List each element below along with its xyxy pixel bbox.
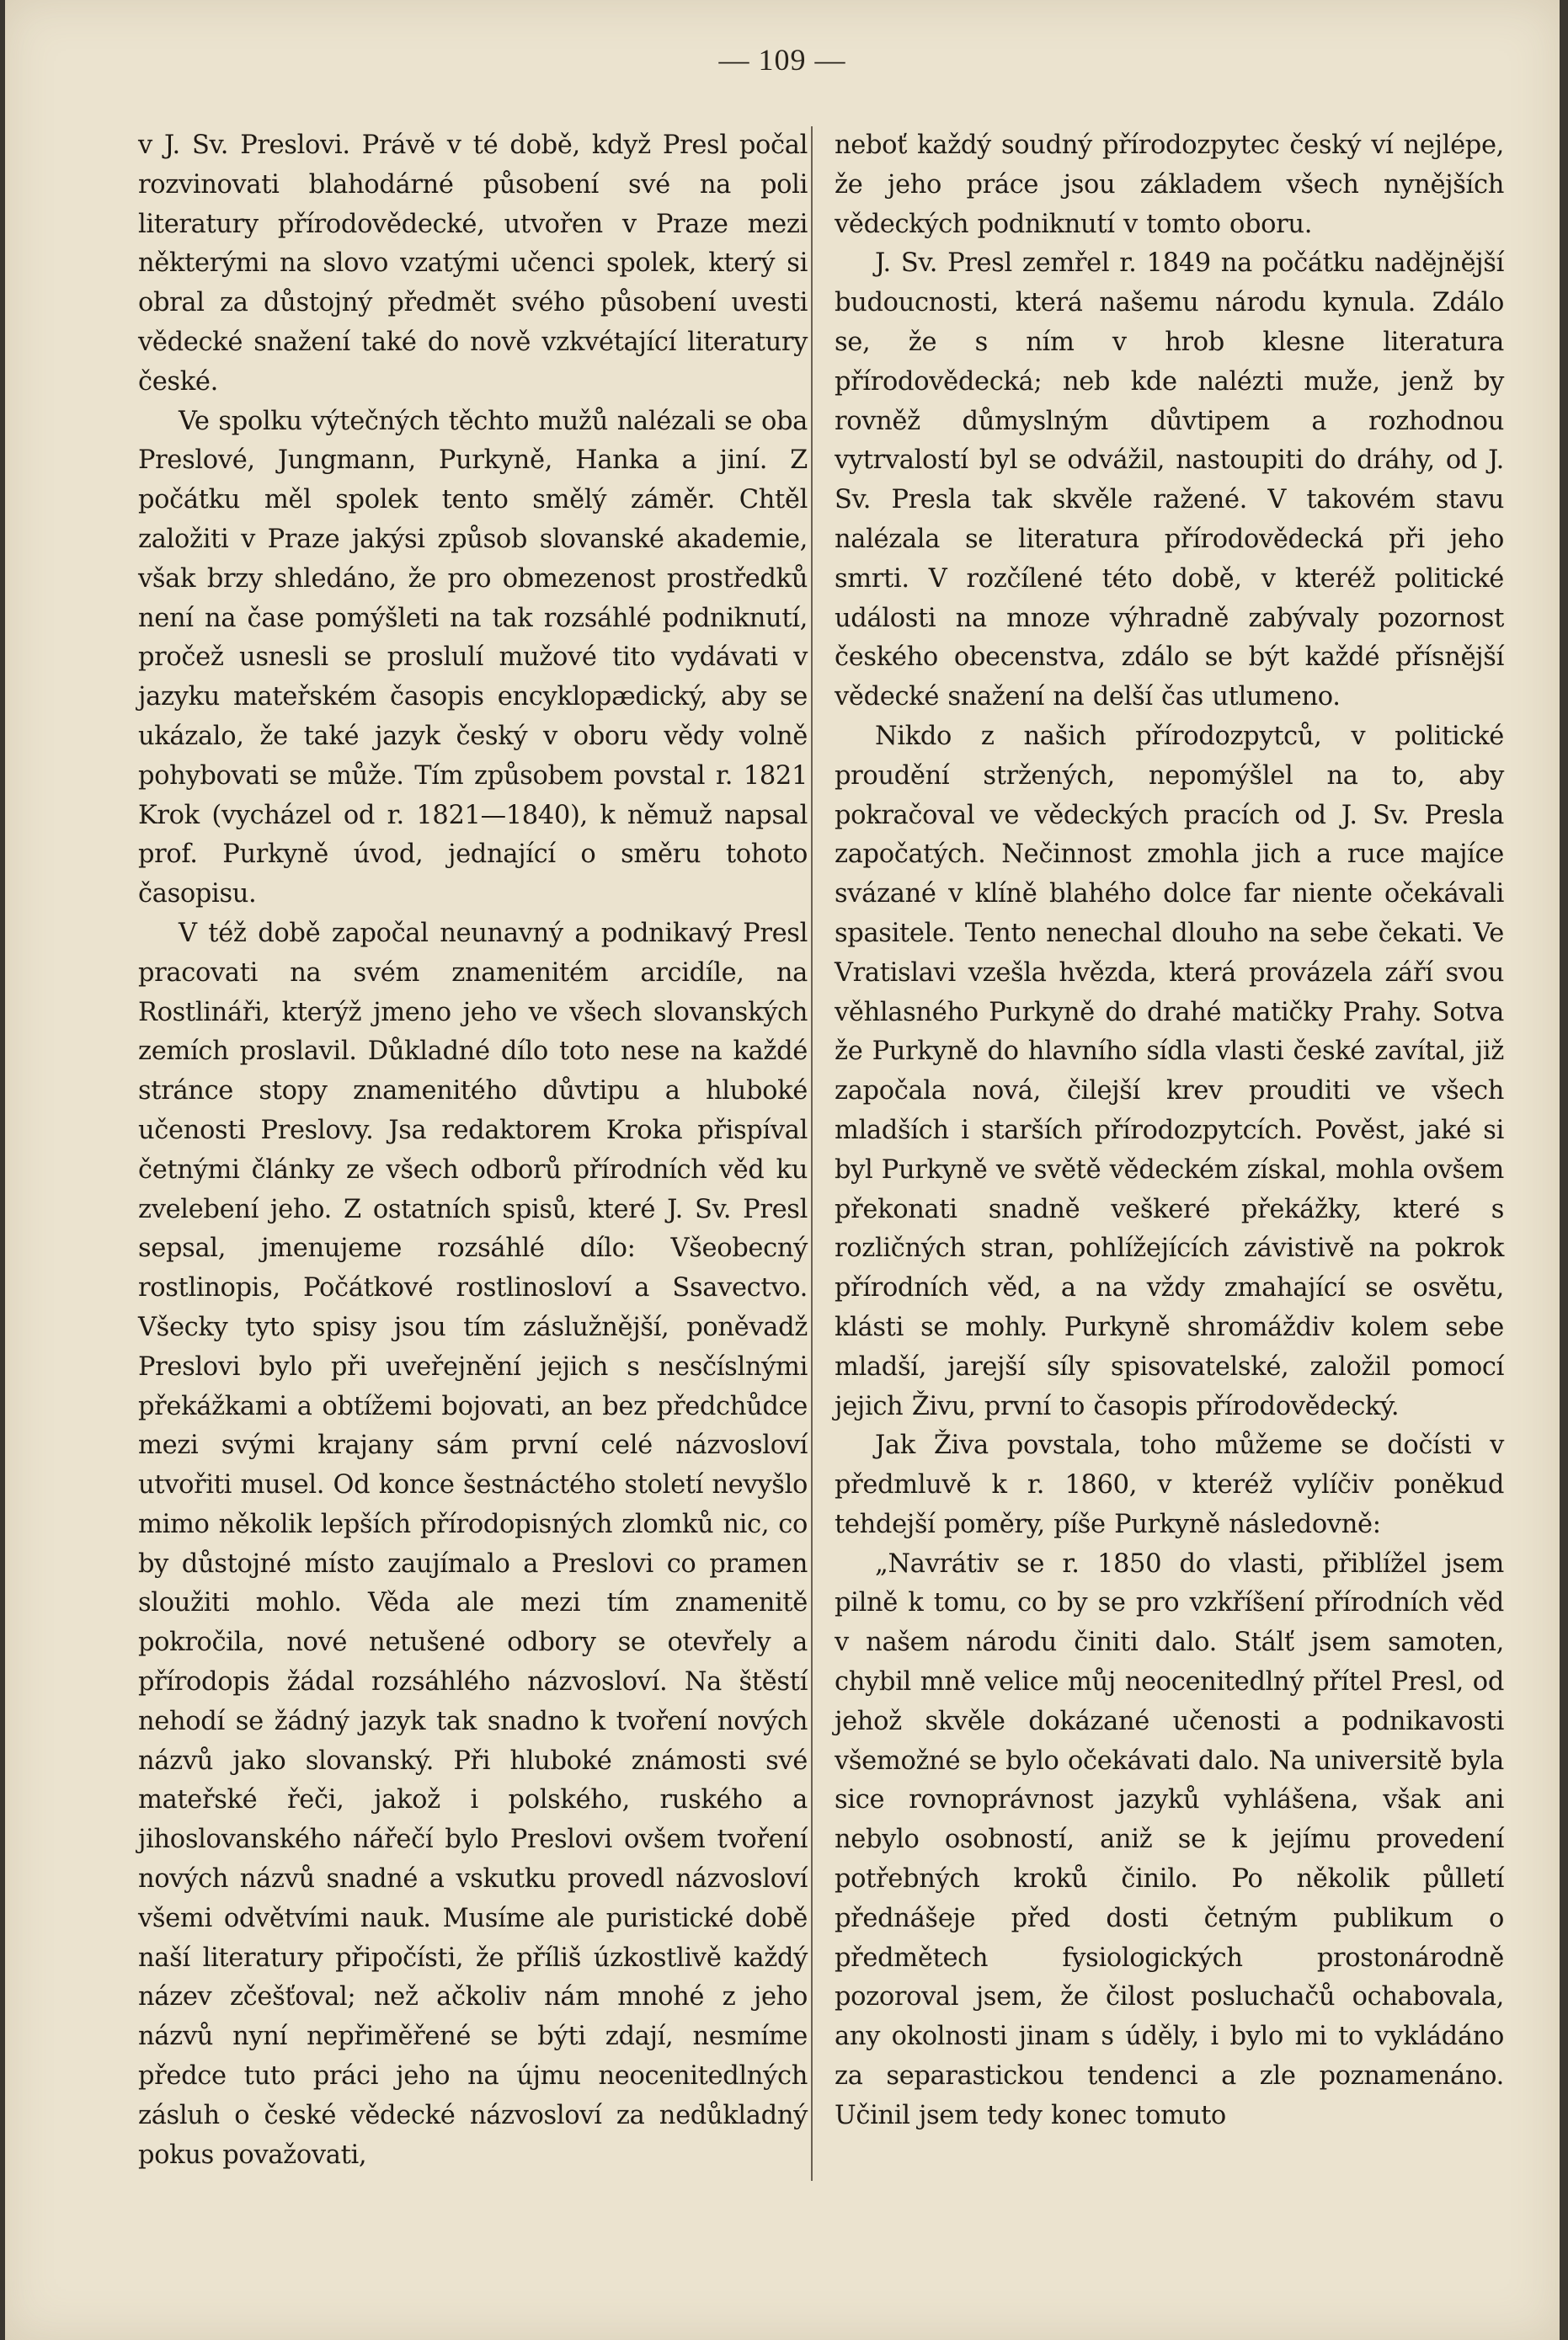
paragraph: „Navrátiv se r. 1850 do vlasti, přiblížel jsem pilně k tomu, co by se pro vzkříšení přírodních věd v našem národu činiti dalo. Stálť jsem samoten, chybil mně velice můj neocenitedlný přítel Presl, od jehož skvěle dokázané učenosti a podnikavosti všemožné se bylo očekávati dalo. Na universitě byla sice rovnoprávnost jazyků vyhlášena, však ani nebylo osobností, aniž se k jejímu provedení potřebných kroků činilo. Po několik půlletí přednášeje před dosti četným publikum o předmětech fysiologických prostonárodně pozoroval jsem, že čilost posluchačů ochabovala, any okolnosti jinam s úděly, i bylo mi to vykládáno za separastickou tendenci a zle poznamenáno. Učinil jsem tedy konec tomuto: [835, 1548, 1504, 2130]
right-column: [835, 126, 1504, 2136]
paragraph: neboť každý soudný přírodozpytec český ví nejlépe, že jeho práce jsou základem všech nynějších vědeckých podniknutí v tomto oboru.: [835, 131, 1504, 239]
column-divider: [811, 126, 813, 2181]
paragraph: J. Sv. Presl zemřel r. 1849 na počátku nadějnější budoucnosti, která našemu národu kynula. Zdálo se, že s ním v hrob klesne literatura přírodovědecká; neb kde nalézti muže, jenž by rovněž důmyslným důvtipem a rozhodnou vytrvalostí byl se odvážil, nastoupiti do dráhy, od J. Sv. Presla tak skvěle ražené. V takovém stavu nalézala se literatura přírodovědecká při jeho smrti. V rozčílené této době, v kteréž politické události na mnoze výhradně zabývaly pozornost českého obecenstva, zdálo se být každé přísnější vědecké snažení na delší čas utlumeno.: [835, 248, 1504, 712]
paragraph: v J. Sv. Preslovi. Právě v té době, když Presl počal rozvinovati blahodárné působení své na poli literatury přírodovědecké, utvořen v Praze mezi některými na slovo vzatými učenci spolek, který si obral za důstojný předmět svého působení uvesti vědecké snažení také do nově vzkvétající literatury české.: [138, 131, 808, 397]
paragraph: V též době započal neunavný a podnikavý Presl pracovati na svém znamenitém arcidíle, na Rostlináři, kterýž jmeno jeho ve všech slovanských zemích proslavil. Důkladné dílo toto nese na každé stránce stopy znamenitého důvtipu a hluboké učenosti Preslovy. Jsa redaktorem Kroka přispíval četnými články ze všech odborů přírodních věd ku zvelebení jeho. Z ostatních spisů, které J. Sv. Presl sepsal, jmenujeme rozsáhlé dílo: Všeobecný rostlinopis, Počátkové rostlinosloví a Ssavectvo. Všecky tyto spisy jsou tím záslužnější, poněvadž Preslovi bylo při uveřejnění jejich s nesčíslnými překážkami a obtížemi bojovati, an bez předchůdce mezi svými krajany sám první celé názvosloví utvořiti musel. Od konce šestnáctého století nevyšlo mimo několik lepších přírodopisných zlomků nic, co by důstojné místo zaujímalo a Preslovi co pramen sloužiti mohlo. Věda ale mezi tím znamenitě pokročila, nové netušené odbory se otevřely a přírodopis žádal rozsáhlého názvosloví. Na štěstí nehodí se žádný jazyk tak snadno k tvoření nových názvů jako slovanský. Při hluboké známosti své mateřské řeči, jakož i polského, ruského a jihoslovanského nářečí bylo Preslovi ovšem tvoření nových názvů snadné a vskutku provedl názvosloví všemi odvětvími nauk. Musíme ale puristické době naší literatury připočísti, že příliš úzkostlivě každý název zčešťoval; než ačkoliv nám mnohé z jeho názvů nyní nepřiměřené se býti zdají, nesmíme předce tuto práci jeho na újmu neocenitedlných zásluh o české vědecké názvosloví za nedůkladný pokus považovati,: [138, 918, 808, 2170]
paragraph: Jak Živa povstala, toho můžeme se dočísti v předmluvě k r. 1860, v kteréž vylíčiv poněkud tehdejší poměry, píše Purkyně následovně:: [835, 1431, 1504, 1539]
left-column: [138, 126, 808, 2175]
paragraph: Nikdo z našich přírodozpytců, v politické proudění stržených, nepomýšlel na to, aby pokračoval ve vědeckých pracích od J. Sv. Presla započatých. Nečinnost zmohla jich a ruce majíce svázané v klíně blahého dolce far niente očekávali spasitele. Tento nenechal dlouho na sebe čekati. Ve Vratislavi vzešla hvězda, která provázela září svou věhlasného Purkyně do drahé matičky Prahy. Sotva že Purkyně do hlavního sídla vlasti české zavítal, již započala nová, čilejší krev prouditi ve všech mladších i starších přírodozpytcích. Pověst, jaké si byl Purkyně ve světě vědeckém získal, mohla ovšem překonati snadně veškeré překážky, které s rozličných stran, pohlížejících závistivě na pokrok přírodních věd, a na vždy zmahající se osvětu, klásti se mohly. Purkyně shromáždiv kolem sebe mladší, jarejší síly spisovatelské, založil pomocí jejich Živu, první to časopis přírodovědecký.: [835, 721, 1504, 1421]
page-number: — 109 —: [718, 43, 846, 77]
paragraph: Ve spolku výtečných těchto mužů nalézali se oba Preslové, Jungmann, Purkyně, Hanka a jiní. Z počátku měl spolek tento smělý záměr. Chtěl založiti v Praze jakýsi způsob slovanské akademie, však brzy shledáno, že pro obmezenost prostředků není na čase pomýšleti na tak rozsáhlé podniknutí, pročež usnesli se proslulí mužové tito vydávati v jazyku mateřském časopis encyklopædický, aby se ukázalo, že také jazyk český v oboru vědy volně pohybovati se může. Tím způsobem povstal r. 1821 Krok (vycházel od r. 1821—1840), k němuž napsal prof. Purkyně úvod, jednající o směru tohoto časopisu.: [138, 406, 808, 909]
